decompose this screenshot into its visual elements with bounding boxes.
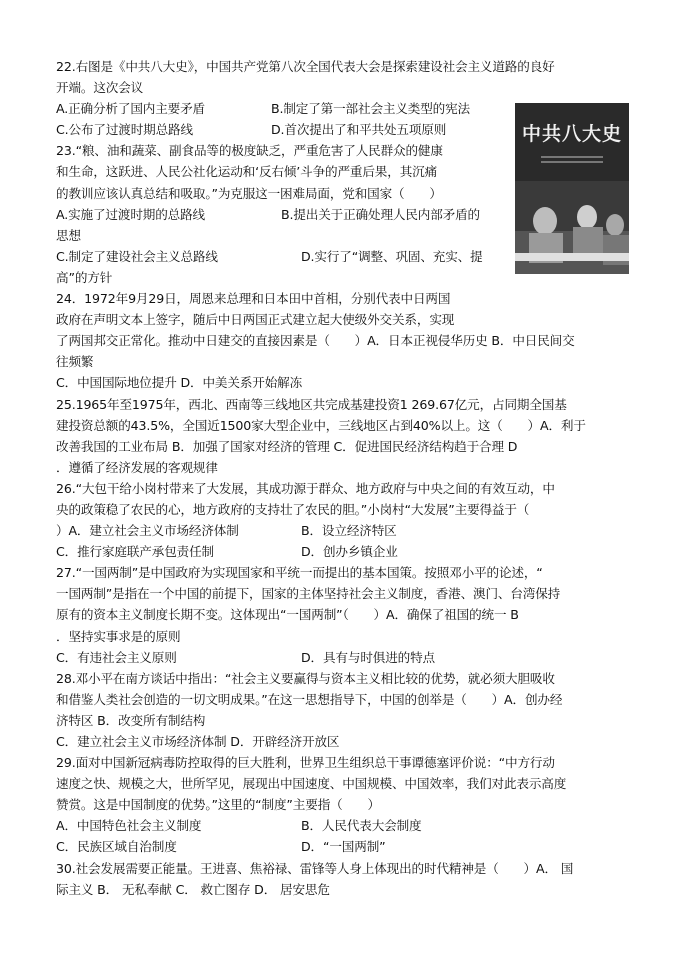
option-a: A.正确分析了国内主要矛盾 bbox=[56, 101, 205, 117]
book-cover-title: 中共八大史 bbox=[521, 123, 622, 145]
question-26-options-ab bbox=[56, 520, 636, 541]
option-b: B.提出关于正确处理人民内部矛盾的 bbox=[281, 206, 480, 222]
question-25-options: ．遵循了经济发展的客观规律 bbox=[56, 459, 218, 475]
question-23-stem: 和生命，这跃进、人民公社化运动和‘反右倾’斗争的严重后果，其沉痛 bbox=[56, 164, 438, 180]
question-27-options-cd bbox=[56, 647, 636, 668]
question-30-stem: 30.社会发展需要正能量。王进喜、焦裕禄、雷锋等人身上体现出的时代精神是（ ）A． 国 bbox=[56, 860, 574, 876]
option-d: D．“一国两制” bbox=[301, 839, 386, 855]
question-23-option-d-cont: 高”的方针 bbox=[56, 269, 113, 285]
question-25-stem: 建投资总额的43.5%，全国近1500家大型企业中，三线地区占到40%以上。这（ ）A．利于 bbox=[56, 417, 586, 433]
question-24-stem: 往频繁 bbox=[56, 354, 94, 370]
question-23-stem: 23.“粮、油和蔬菜、副食品等的极度缺乏，严重危害了人民群众的健康 bbox=[56, 143, 443, 159]
question-30-options: 际主义 B． 无私奉献 C． 救亡图存 D． 居安思危 bbox=[56, 881, 330, 897]
exam-page bbox=[56, 56, 636, 900]
question-22-options-cd bbox=[56, 119, 511, 140]
option-c: C.公布了过渡时期总路线 bbox=[56, 122, 193, 138]
option-a: A．中国特色社会主义制度 bbox=[56, 818, 202, 834]
question-26-stem: 26.“大包干给小岗村带来了大发展，其成功源于群众、地方政府与中央之间的有效互动，中 bbox=[56, 480, 555, 496]
question-22-stem-cont: 开端。这次会议 bbox=[56, 80, 144, 96]
question-24-options: C．中国国际地位提升 D．中美关系开始解冻 bbox=[56, 375, 303, 391]
option-b: B.制定了第一部社会主义类型的宪法 bbox=[271, 101, 470, 117]
option-c: C．有违社会主义原则 bbox=[56, 649, 177, 665]
option-b: B．设立经济特区 bbox=[301, 523, 397, 539]
option-d: D．创办乡镇企业 bbox=[301, 544, 398, 560]
question-28-stem: 28.邓小平在南方谈话中指出：“社会主义要赢得与资本主义相比较的优势，就必须大胆吸收 bbox=[56, 670, 555, 686]
question-29-stem: 29.面对中国新冠病毒防控取得的巨大胜利，世界卫生组织总干事谭德塞评价说：“中方行动 bbox=[56, 755, 555, 771]
question-23-option-b-cont: 思想 bbox=[56, 227, 81, 243]
option-c: C.制定了建设社会主义总路线 bbox=[56, 248, 218, 264]
option-a: A.实施了过渡时期的总路线 bbox=[56, 206, 205, 222]
option-b: B．人民代表大会制度 bbox=[301, 818, 422, 834]
question-22-stem: 22.右图是《中共八大史》，中国共产党第八次全国代表大会是探索建设社会主义道路的良好 bbox=[56, 59, 555, 74]
question-27-stem: 27.“一国两制”是中国政府为实现国家和平统一而提出的基本国策。按照邓小平的论述，“ bbox=[56, 565, 543, 581]
option-c: C．推行家庭联产承包责任制 bbox=[56, 544, 214, 560]
question-22-options-ab bbox=[56, 98, 511, 119]
question-26-options-cd bbox=[56, 541, 636, 562]
question-23-stem: 的教训应该认真总结和吸取。”为克服这一困难局面，党和国家（ ） bbox=[56, 185, 442, 201]
option-d: D．具有与时俱进的特点 bbox=[301, 649, 435, 665]
question-27-options: ．坚持实事求是的原则 bbox=[56, 628, 181, 644]
question-28-options: 济特区 B．改变所有制结构 bbox=[56, 712, 206, 728]
question-29-stem: 赞赏。这是中国制度的优势。”这里的“制度”主要指（ ） bbox=[56, 797, 380, 813]
option-d: D.首次提出了和平共处五项原则 bbox=[271, 122, 447, 138]
option-c: C．民族区域自治制度 bbox=[56, 839, 177, 855]
question-23-options-cd bbox=[56, 246, 511, 267]
question-25-stem: 25.1965年至1975年，西北、西南等三线地区共完成基建投资1 269.67亿元，占同期全国基 bbox=[56, 396, 567, 412]
question-28-options: C．建立社会主义市场经济体制 D．开辟经济开放区 bbox=[56, 734, 340, 749]
question-25-options: 改善我国的工业布局 B．加强了国家对经济的管理 C．促进国民经济结构趋于合理 D bbox=[56, 438, 518, 454]
question-24-stem: 24．1972年9月29日，周恩来总理和日本田中首相，分别代表中日两国 bbox=[56, 291, 451, 307]
question-29-stem: 速度之快、规模之大，世所罕见，展现出中国速度、中国规模、中国效率，我们对此表示高度 bbox=[56, 776, 567, 792]
question-27-stem: 一国两制”是指在一个中国的前提下，国家的主体坚持社会主义制度，香港、澳门、台湾保持 bbox=[56, 586, 561, 602]
question-26-stem: 央的政策稳了农民的心，地方政府的支持壮了农民的胆。”小岗村“大发展”主要得益于（ bbox=[56, 501, 530, 517]
question-24-stem: 政府在声明文本上签字，随后中日两国正式建立起大使级外交关系，实现 bbox=[56, 312, 455, 328]
option-d: D.实行了“调整、巩固、充实、提 bbox=[301, 248, 483, 264]
question-29-options-ab bbox=[56, 815, 636, 836]
question-24-stem: 了两国邦交正常化。推动中日建交的直接因素是（ ）A．日本正视侵华历史 B．中日民间交 bbox=[56, 333, 575, 349]
option-a: ）A．建立社会主义市场经济体制 bbox=[56, 523, 239, 539]
question-27-stem: 原有的资本主义制度长期不变。这体现出“一国两制”（ ）A．确保了祖国的统一 B bbox=[56, 607, 519, 623]
question-28-stem: 和借鉴人类社会创造的一切文明成果。”在这一思想指导下，中国的创举是（ ）A．创办经 bbox=[56, 691, 563, 707]
question-29-options-cd bbox=[56, 836, 636, 857]
question-23-options-ab bbox=[56, 204, 511, 225]
